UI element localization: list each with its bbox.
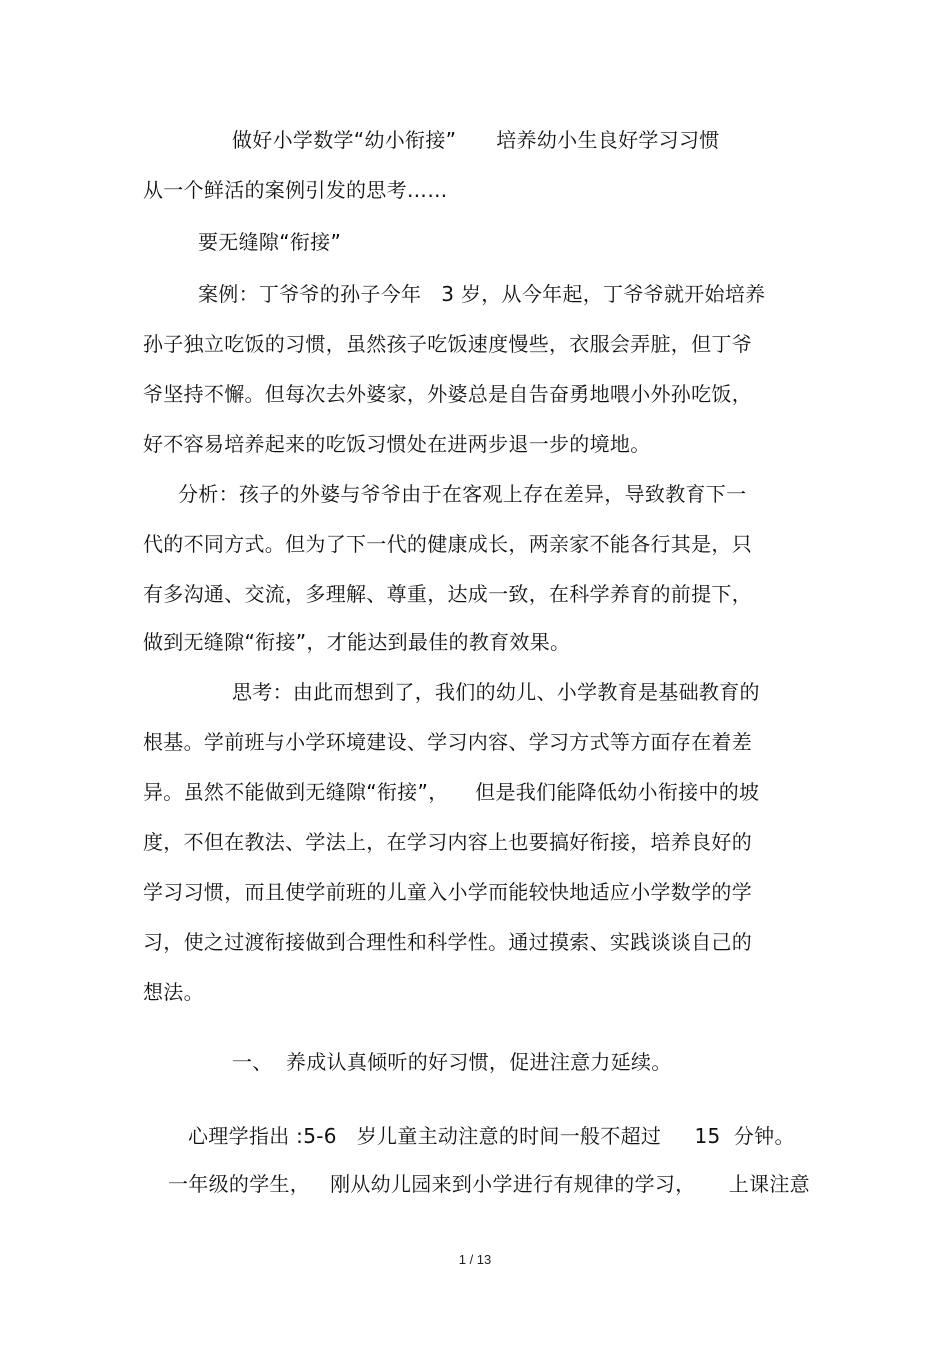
- case-line: 好不容易培养起来的吃饭习惯处在进两步退一步的境地。: [143, 432, 651, 456]
- analysis-line: 代的不同方式。但为了下一代的健康成长，两亲家不能各行其是，只: [143, 532, 752, 556]
- thinking-line: 习，使之过渡衔接做到合理性和科学性。通过摸索、实践谈谈自己的: [143, 930, 752, 954]
- document-subtitle: 从一个鲜活的案例引发的思考……: [143, 178, 448, 202]
- heading-seamless: 要无缝隙“衔接”: [198, 230, 342, 254]
- section-heading: 一、 养成认真倾听的好习惯，促进注意力延续。: [232, 1050, 672, 1074]
- thinking-line: 学习习惯，而且使学前班的儿童入小学而能较快地适应小学数学的学: [143, 880, 752, 904]
- case-line: 案例：丁爷爷的孙子今年 3 岁，从今年起，丁爷爷就开始培养: [198, 282, 766, 306]
- analysis-line: 做到无缝隙“衔接”，才能达到最佳的教育效果。: [143, 630, 571, 654]
- thinking-line: 异。虽然不能做到无缝隙“衔接”， 但是我们能降低幼小衔接中的坡: [143, 780, 760, 804]
- thinking-line: 想法。: [143, 980, 204, 1004]
- analysis-line: 分析：孩子的外婆与爷爷由于在客观上存在差异，导致教育下一: [178, 482, 747, 506]
- analysis-line: 有多沟通、交流，多理解、尊重，达成一致，在科学养育的前提下，: [143, 582, 752, 606]
- psychology-line: 一年级的学生， 刚从幼儿园来到小学进行有规律的学习， 上课注意: [168, 1172, 810, 1196]
- thinking-line: 根基。学前班与小学环境建设、学习内容、学习方式等方面存在着差: [143, 730, 752, 754]
- page-number: 1 / 13: [458, 1252, 492, 1267]
- thinking-line: 度，不但在教法、学法上，在学习内容上也要搞好衔接，培养良好的: [143, 830, 752, 854]
- case-line: 孙子独立吃饭的习惯，虽然孩子吃饭速度慢些，衣服会弄脏，但丁爷: [143, 332, 752, 356]
- psychology-line: 心理学指出 :5-6 岁儿童主动注意的时间一般不超过 15 分钟。: [188, 1124, 795, 1148]
- case-line: 爷坚持不懈。但每次去外婆家，外婆总是自告奋勇地喂小外孙吃饭，: [143, 382, 752, 406]
- document-title: 做好小学数学“幼小衔接” 培养幼小生良好学习习惯: [232, 128, 720, 152]
- thinking-line: 思考：由此而想到了，我们的幼儿、小学教育是基础教育的: [232, 680, 760, 704]
